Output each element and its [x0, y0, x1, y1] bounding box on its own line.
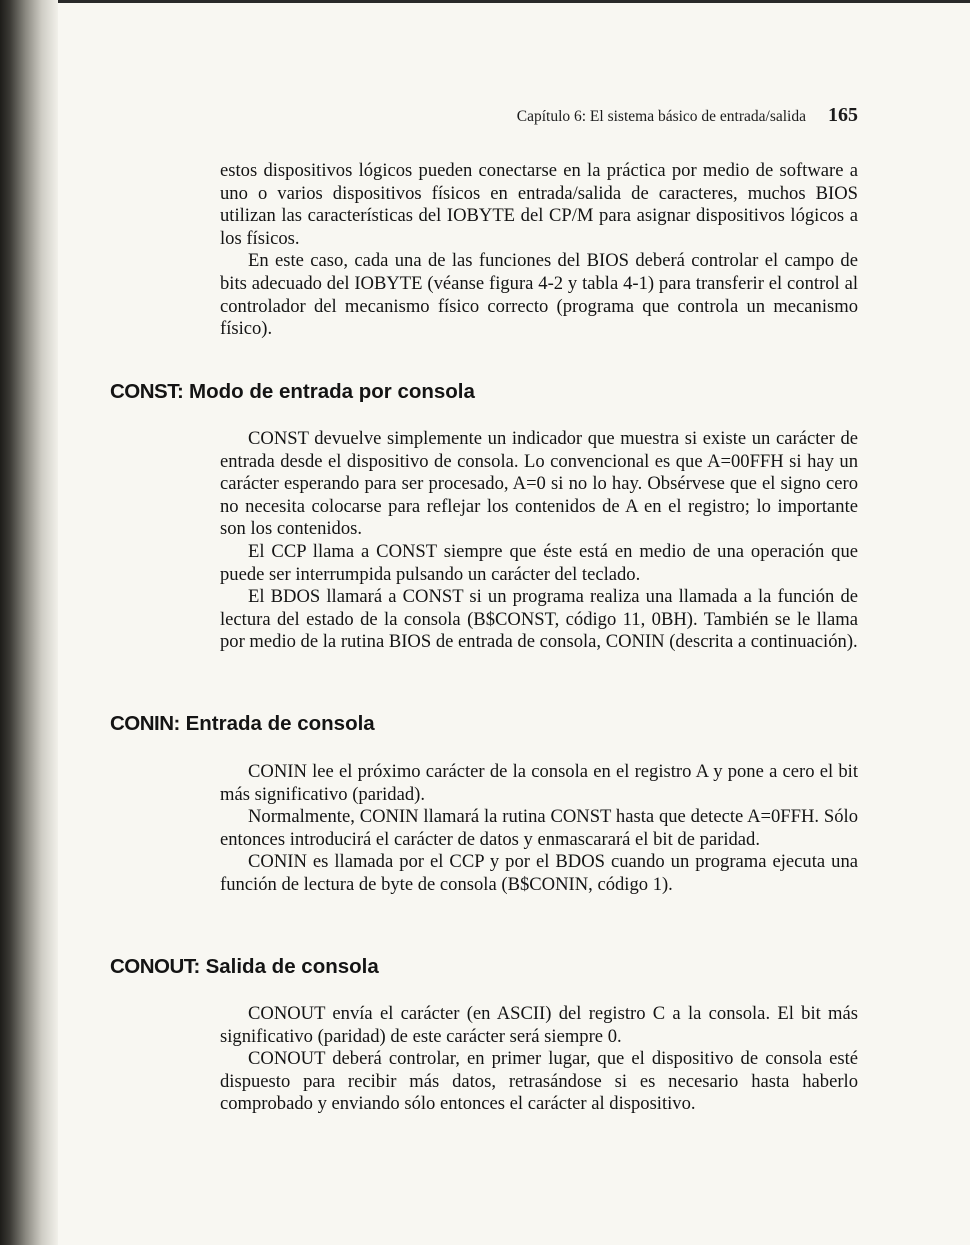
body-paragraph: CONST devuelve simplemente un indicador que muestra si existe un carácter de entrada desde el dispositivo de consola. Lo convencional es que A=00FFH si hay un carácter esperando para ser procesado, A=0 si no lo hay. Obsérvese que el signo cero no necesita colocarse para reflejar los contenidos de A en el registro; lo importante son los contenidos.	[220, 428, 858, 540]
section-label: CONIN:	[110, 712, 180, 735]
section-label: CONST:	[110, 380, 184, 403]
body-paragraph: El BDOS llamará a CONST si un programa realiza una llamada a la función de lectura del estado de la consola (B$CONST, código 11, 0BH). También se le llama por medio de la rutina BIOS de entrada de consola, CONIN (descrita a continuación).	[220, 586, 858, 653]
running-header	[220, 104, 858, 136]
intro-paragraph: estos dispositivos lógicos pueden conectarse en la práctica por medio de software a uno o varios dispositivos físicos en entrada/salida de caracteres, muchos BIOS utilizan las características del IOBYTE del CP/M para asignar dispositivos lógicos a los físicos.	[220, 160, 858, 249]
section-body-const	[220, 428, 858, 654]
section-heading-conout	[110, 955, 810, 979]
body-paragraph: Normalmente, CONIN llamará la rutina CONST hasta que detecte A=0FFH. Sólo entonces introducirá el carácter de datos y enmascarará el bit de paridad.	[220, 806, 858, 850]
section-body-conout	[220, 1003, 858, 1116]
page-number: 165	[828, 104, 858, 126]
section-title: Modo de entrada por consola	[189, 380, 475, 403]
section-title: Salida de consola	[205, 955, 379, 978]
intro-paragraph: En este caso, cada una de las funciones del BIOS deberá controlar el campo de bits adecuado del IOBYTE (véanse figura 4-2 y tabla 4-1) para transferir el control al controlador del mecanismo físico correcto (programa que controla un mecanismo físico).	[220, 250, 858, 340]
body-paragraph: CONOUT envía el carácter (en ASCII) del registro C a la consola. El bit más significativo (paridad) de este carácter será siempre 0.	[220, 1003, 858, 1047]
scan-top-edge	[0, 0, 970, 3]
book-gutter-shadow	[0, 0, 58, 1245]
body-paragraph: CONIN es llamada por el CCP y por el BDOS cuando un programa ejecuta una función de lectura de byte de consola (B$CONIN, código 1).	[220, 851, 858, 895]
section-heading-const	[110, 380, 810, 404]
section-title: Entrada de consola	[185, 712, 375, 735]
running-title: Capítulo 6: El sistema básico de entrada/salida	[516, 108, 806, 125]
body-paragraph: CONOUT deberá controlar, en primer lugar, que el dispositivo de consola esté dispuesto para recibir más datos, retrasándose si es necesario hasta haberlo comprobado y enviando sólo entonces el carácter al dispositivo.	[220, 1048, 858, 1115]
intro-text	[220, 160, 858, 341]
section-heading-conin	[110, 712, 810, 736]
body-paragraph: El CCP llama a CONST siempre que éste está en medio de una operación que puede ser interrumpida pulsando un carácter del teclado.	[220, 540, 858, 585]
section-label: CONOUT:	[110, 955, 200, 978]
section-body-conin	[220, 761, 858, 897]
body-paragraph: CONIN lee el próximo carácter de la consola en el registro A y pone a cero el bit más significativo (paridad).	[220, 761, 858, 805]
